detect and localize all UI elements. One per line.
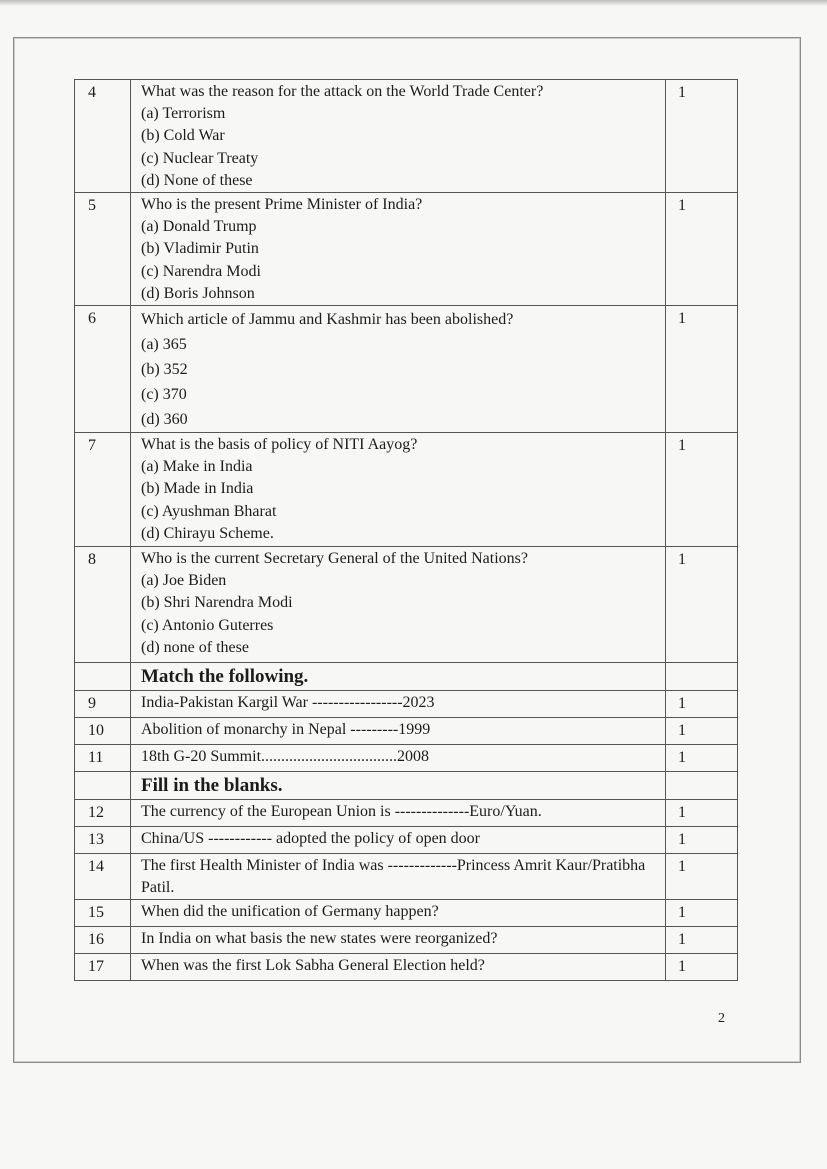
question-text: What is the basis of policy of NITI Aayog? — [141, 436, 418, 454]
question-text: Which article of Jammu and Kashmir has been abolished? — [141, 311, 514, 329]
question-text: Who is the current Secretary General of the United Nations? — [141, 550, 528, 568]
table-row — [75, 900, 738, 927]
marks: 1 — [666, 691, 738, 718]
table-row — [75, 306, 738, 433]
empty-cell — [75, 772, 131, 800]
question-text: Who is the present Prime Minister of India? — [141, 196, 423, 214]
option: (c) Nuclear Treaty — [141, 149, 259, 167]
option: (d) None of these — [141, 171, 253, 189]
question-number: 14 — [75, 854, 131, 900]
question-text: When was the first Lok Sabha General Election held? — [131, 954, 666, 981]
option: (a) Donald Trump — [141, 218, 257, 236]
question-number: 17 — [75, 954, 131, 981]
marks: 1 — [666, 433, 738, 547]
question-text: When did the unification of Germany happen? — [131, 900, 666, 927]
option: (d) Chirayu Scheme. — [141, 524, 274, 542]
question-number: 7 — [75, 433, 131, 547]
section-title: Fill in the blanks. — [141, 775, 283, 797]
question-text: In India on what basis the new states were reorganized? — [131, 927, 666, 954]
section-header-row — [75, 772, 738, 800]
question-number: 9 — [75, 691, 131, 718]
marks: 1 — [666, 745, 738, 772]
question-cell — [131, 80, 666, 193]
question-text: India-Pakistan Kargil War -----------------2023 — [131, 691, 666, 718]
option: (b) 352 — [141, 361, 188, 379]
section-cell — [131, 663, 666, 691]
option: (d) Boris Johnson — [141, 284, 255, 302]
table-row — [75, 718, 738, 745]
question-number: 6 — [75, 306, 131, 433]
option: (b) Vladimir Putin — [141, 240, 259, 258]
marks: 1 — [666, 827, 738, 854]
option: (c) Narendra Modi — [141, 262, 261, 280]
scan-top-edge — [0, 0, 827, 6]
table-row — [75, 827, 738, 854]
option: (a) Terrorism — [141, 105, 226, 123]
option: (a) Make in India — [141, 458, 253, 476]
option: (c) 370 — [141, 386, 187, 404]
page-number: 2 — [718, 1011, 725, 1026]
question-number: 5 — [75, 193, 131, 306]
marks: 1 — [666, 306, 738, 433]
section-title: Match the following. — [141, 666, 309, 688]
marks: 1 — [666, 193, 738, 306]
table-row — [75, 433, 738, 547]
table-row — [75, 800, 738, 827]
option: (c) Antonio Guterres — [141, 616, 274, 634]
section-cell — [131, 772, 666, 800]
question-cell — [131, 433, 666, 547]
option: (b) Shri Narendra Modi — [141, 594, 293, 612]
table-row — [75, 854, 738, 900]
question-number: 12 — [75, 800, 131, 827]
marks: 1 — [666, 900, 738, 927]
marks: 1 — [666, 854, 738, 900]
table-row — [75, 547, 738, 663]
question-text: The first Health Minister of India was -------------Princess Amrit Kaur/Pratibha Patil. — [141, 857, 646, 897]
table-row — [75, 691, 738, 718]
option: (b) Cold War — [141, 127, 225, 145]
question-number: 13 — [75, 827, 131, 854]
option: (d) none of these — [141, 638, 249, 656]
question-text: The currency of the European Union is --------------Euro/Yuan. — [131, 800, 666, 827]
question-text: 18th G-20 Summit..................................2008 — [131, 745, 666, 772]
option: (a) Joe Biden — [141, 572, 227, 590]
question-number: 10 — [75, 718, 131, 745]
question-text: What was the reason for the attack on the World Trade Center? — [141, 83, 544, 100]
question-number: 4 — [75, 80, 131, 193]
marks: 1 — [666, 954, 738, 981]
option: (c) Ayushman Bharat — [141, 502, 277, 520]
table-row — [75, 80, 738, 193]
empty-cell — [666, 663, 738, 691]
marks: 1 — [666, 927, 738, 954]
question-number: 16 — [75, 927, 131, 954]
table-row — [75, 954, 738, 981]
table-row — [75, 927, 738, 954]
marks: 1 — [666, 547, 738, 663]
question-number: 15 — [75, 900, 131, 927]
question-number: 11 — [75, 745, 131, 772]
table-row — [75, 193, 738, 306]
table-row — [75, 745, 738, 772]
question-number: 8 — [75, 547, 131, 663]
question-cell — [131, 193, 666, 306]
question-table — [74, 79, 738, 981]
marks: 1 — [666, 800, 738, 827]
option: (b) Made in India — [141, 480, 254, 498]
option: (a) 365 — [141, 336, 187, 354]
section-header-row — [75, 663, 738, 691]
question-cell — [131, 547, 666, 663]
question-cell — [131, 306, 666, 433]
empty-cell — [666, 772, 738, 800]
option: (d) 360 — [141, 411, 188, 429]
question-text: China/US ------------ adopted the policy of open door — [131, 827, 666, 854]
marks: 1 — [666, 718, 738, 745]
empty-cell — [75, 663, 131, 691]
question-cell — [131, 854, 666, 900]
question-text: Abolition of monarchy in Nepal ---------1999 — [131, 718, 666, 745]
marks: 1 — [666, 80, 738, 193]
